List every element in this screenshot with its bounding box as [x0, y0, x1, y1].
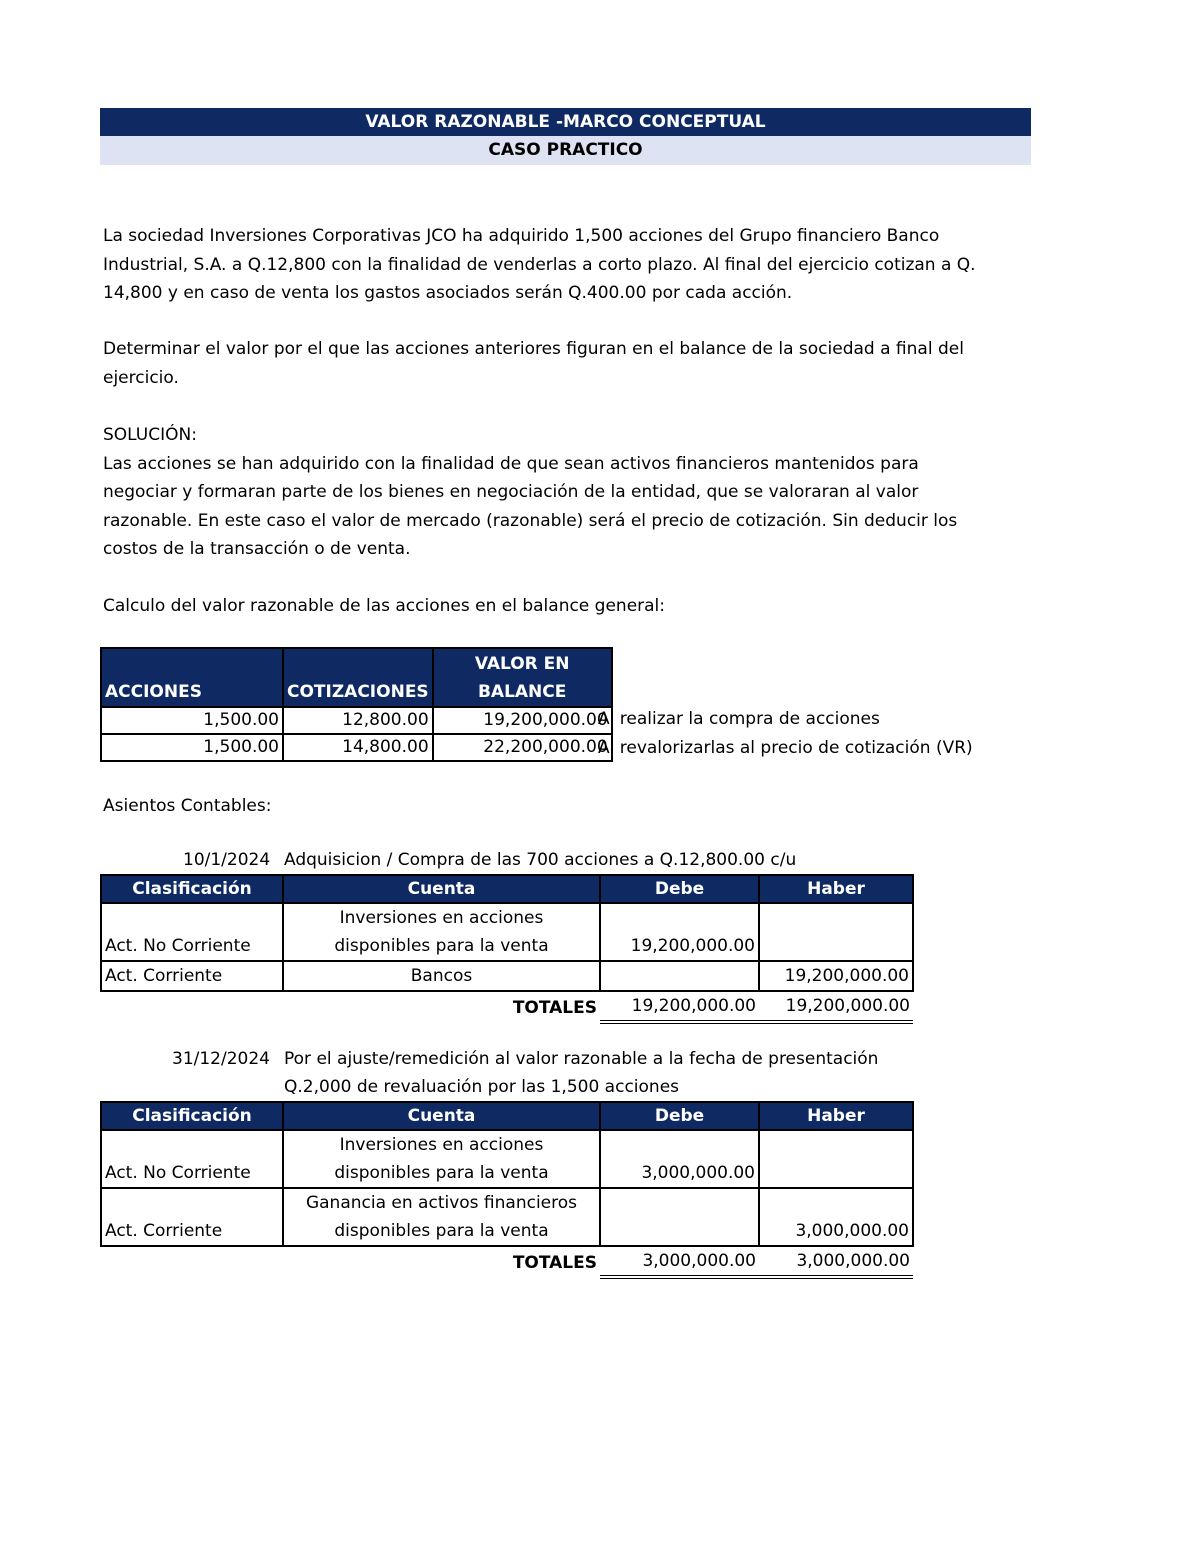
totals-spacer	[101, 1246, 283, 1277]
solution-block	[103, 421, 1003, 564]
cell-clasificacion: Act. Corriente	[101, 961, 283, 991]
journal-entry-2	[100, 1101, 914, 1279]
entry2-description-line1: Por el ajuste/remedición al valor razonable a la fecha de presentación	[284, 1049, 879, 1069]
calc-intro: Calculo del valor razonable de las acciones en el balance general:	[103, 596, 666, 616]
total-debe: 19,200,000.00	[600, 991, 759, 1022]
page-title: VALOR RAZONABLE -MARCO CONCEPTUAL	[100, 108, 1031, 136]
totals-label: TOTALES	[512, 1253, 597, 1273]
question-line: ejercicio.	[103, 367, 179, 388]
col-cuenta: Cuenta	[283, 1102, 600, 1130]
col-valor-balance	[433, 648, 612, 707]
entry2-description-line2: Q.2,000 de revaluación por las 1,500 acciones	[284, 1077, 680, 1097]
cell-debe	[600, 961, 759, 991]
cell-valor: 22,200,000.00	[433, 734, 612, 761]
table-row	[101, 961, 913, 991]
cell-cuenta	[283, 1130, 600, 1188]
col-clasificacion: Clasificación	[101, 875, 283, 903]
journal-header-row	[101, 1102, 913, 1130]
solution-line: Las acciones se han adquirido con la finalidad de que sean activos financieros mantenidos para	[103, 453, 919, 474]
col-haber: Haber	[759, 875, 913, 903]
table-row	[101, 734, 612, 761]
col-cotizaciones: COTIZACIONES	[283, 648, 433, 707]
cell-cuenta	[283, 1188, 600, 1246]
cuenta-line: disponibles para la venta	[334, 1221, 549, 1241]
cell-debe: 3,000,000.00	[600, 1130, 759, 1188]
total-debe: 3,000,000.00	[600, 1246, 759, 1277]
page-subtitle: CASO PRACTICO	[100, 136, 1031, 165]
col-valor-line1: VALOR EN	[474, 654, 570, 674]
cell-cotizaciones: 14,800.00	[283, 734, 433, 761]
problem-line: La sociedad Inversiones Corporativas JCO ha adquirido 1,500 acciones del Grupo financiero Banco	[103, 226, 940, 246]
entry2-date: 31/12/2024	[172, 1049, 270, 1069]
problem-statement	[103, 222, 1003, 308]
cell-haber: 19,200,000.00	[759, 961, 913, 991]
table-row	[101, 1188, 913, 1246]
cell-cuenta: Bancos	[283, 961, 600, 991]
cell-debe	[600, 1188, 759, 1246]
cuenta-line: Inversiones en acciones	[339, 908, 544, 928]
cuenta-line: disponibles para la venta	[334, 1163, 549, 1183]
cell-acciones: 1,500.00	[101, 734, 283, 761]
totals-label: TOTALES	[512, 998, 597, 1018]
entry1-description: Adquisicion / Compra de las 700 acciones a Q.12,800.00 c/u	[284, 850, 797, 870]
solution-label: SOLUCIÓN:	[103, 425, 197, 445]
totals-row	[101, 991, 913, 1022]
solution-line: razonable. En este caso el valor de mercado (razonable) será el precio de cotización. Sin deducir los	[103, 510, 958, 531]
cell-clasificacion: Act. No Corriente	[101, 1130, 283, 1188]
row-note: Al realizar la compra de acciones	[598, 709, 880, 729]
row-note: Al revalorizarlas al precio de cotización (VR)	[598, 738, 973, 758]
valuation-header-row	[101, 648, 612, 707]
journal-header-row	[101, 875, 913, 903]
table-row	[101, 707, 612, 734]
col-cuenta: Cuenta	[283, 875, 600, 903]
entry1-date: 10/1/2024	[183, 850, 271, 870]
col-clasificacion: Clasificación	[101, 1102, 283, 1130]
valuation-table	[100, 647, 613, 762]
cuenta-line: disponibles para la venta	[334, 936, 549, 956]
solution-line: negociar y formaran parte de los bienes en negociación de la entidad, que se valoraran al valor	[103, 482, 919, 502]
total-haber: 19,200,000.00	[759, 991, 913, 1022]
col-valor-line2: BALANCE	[477, 682, 567, 702]
journal-entry-1	[100, 874, 914, 1024]
col-debe: Debe	[600, 1102, 759, 1130]
cell-clasificacion: Act. Corriente	[101, 1188, 283, 1246]
cell-cotizaciones: 12,800.00	[283, 707, 433, 734]
asientos-label: Asientos Contables:	[103, 796, 272, 816]
cell-debe: 19,200,000.00	[600, 903, 759, 961]
col-acciones: ACCIONES	[101, 648, 283, 707]
totals-spacer	[101, 991, 283, 1022]
solution-line: costos de la transacción o de venta.	[103, 539, 411, 559]
cell-clasificacion: Act. No Corriente	[101, 903, 283, 961]
cell-valor: 19,200,000.00	[433, 707, 612, 734]
cell-acciones: 1,500.00	[101, 707, 283, 734]
total-haber: 3,000,000.00	[759, 1246, 913, 1277]
question-statement	[103, 335, 1003, 392]
col-haber: Haber	[759, 1102, 913, 1130]
cell-cuenta	[283, 903, 600, 961]
totals-row	[101, 1246, 913, 1277]
col-debe: Debe	[600, 875, 759, 903]
cuenta-line: Inversiones en acciones	[339, 1135, 544, 1155]
cell-haber	[759, 903, 913, 961]
problem-line: Industrial, S.A. a Q.12,800 con la finalidad de venderlas a corto plazo. Al final del ejercicio cotizan a Q.	[103, 254, 976, 275]
question-line: Determinar el valor por el que las acciones anteriores figuran en el balance de la sociedad a final del	[103, 339, 964, 359]
table-row	[101, 1130, 913, 1188]
cuenta-line: Ganancia en activos financieros	[305, 1193, 578, 1213]
problem-line: 14,800 y en caso de venta los gastos asociados serán Q.400.00 por cada acción.	[103, 283, 793, 303]
cell-haber	[759, 1130, 913, 1188]
cell-haber: 3,000,000.00	[759, 1188, 913, 1246]
table-row	[101, 903, 913, 961]
